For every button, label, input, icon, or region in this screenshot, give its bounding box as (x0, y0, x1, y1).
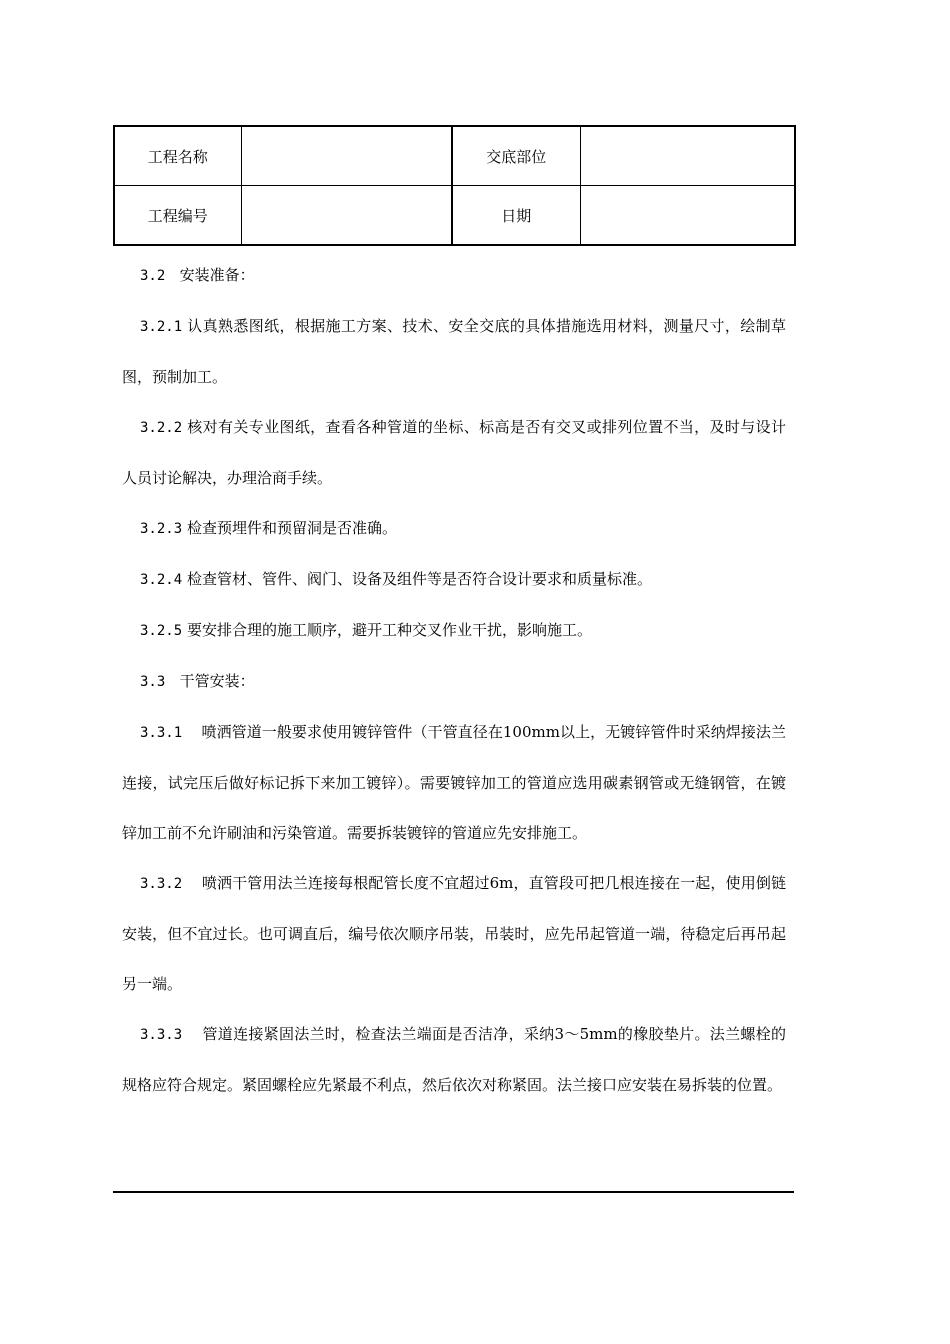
section-3-2-2 (122, 402, 786, 503)
body-text (122, 250, 786, 1110)
section-number: 3.2.5 (140, 623, 183, 639)
section-text: 喷洒管道一般要求使用镀锌管件（干管直径在100mm以上，无镀锌管件时采纳焊接法兰连接，试完压后做好标记拆下来加工镀锌）。需要镀锌加工的管道应选用碳素钢管或无缝钢管，在镀锌加工前不允许刷油和污染管道。需要拆装镀锌的管道应先安排施工。 (122, 723, 786, 842)
section-number: 3.2.3 (140, 521, 183, 537)
project-number-value (241, 186, 452, 246)
bottom-divider (113, 1191, 794, 1193)
handover-location-value (580, 126, 795, 186)
section-text: 管道连接紧固法兰时，检查法兰端面是否洁净，采纳3～5mm的橡胶垫片。法兰螺栓的规格应符合规定。紧固螺栓应先紧最不利点，然后依次对称紧固。法兰接口应安装在易拆装的位置。 (122, 1025, 786, 1094)
section-text: 安装准备： (179, 266, 255, 284)
section-text: 核对有关专业图纸，查看各种管道的坐标、标高是否有交叉或排列位置不当，及时与设计人员讨论解决，办理洽商手续。 (122, 418, 786, 487)
section-text: 检查管材、管件、阀门、设备及组件等是否符合设计要求和质量标准。 (186, 570, 652, 588)
section-3-2-4 (122, 554, 786, 605)
section-number: 3.2.4 (140, 572, 183, 588)
project-name-label: 工程名称 (114, 126, 241, 186)
header-table (113, 125, 796, 246)
section-text: 检查预埋件和预留洞是否准确。 (186, 519, 397, 537)
section-number: 3.3.2 (140, 876, 183, 892)
section-text: 干管安装： (179, 672, 255, 690)
section-3-2-5 (122, 605, 786, 656)
section-3-3-2 (122, 858, 786, 1009)
section-3-2-1 (122, 301, 786, 402)
project-name-value (241, 126, 452, 186)
section-3-2-3 (122, 503, 786, 554)
section-text: 喷洒干管用法兰连接每根配管长度不宜超过6m，直管段可把几根连接在一起，使用倒链安装，但不宜过长。也可调直后，编号依次顺序吊装，吊装时，应先吊起管道一端，待稳定后再吊起另一端。 (122, 874, 786, 993)
section-3-3 (122, 656, 786, 707)
table-row (114, 126, 795, 186)
section-3-3-1 (122, 707, 786, 858)
date-label: 日期 (452, 186, 580, 246)
project-number-label: 工程编号 (114, 186, 241, 246)
section-text: 认真熟悉图纸，根据施工方案、技术、安全交底的具体措施选用材料，测量尺寸，绘制草图，预制加工。 (122, 317, 786, 386)
section-text: 要安排合理的施工顺序，避开工种交叉作业干扰，影响施工。 (186, 621, 592, 639)
section-number: 3.2.1 (140, 319, 183, 335)
section-number: 3.2 (140, 268, 166, 284)
section-3-3-3 (122, 1009, 786, 1110)
section-number: 3.2.2 (140, 420, 183, 436)
section-number: 3.3.3 (140, 1027, 183, 1043)
table-row (114, 186, 795, 246)
handover-location-label: 交底部位 (452, 126, 580, 186)
section-number: 3.3.1 (140, 725, 183, 741)
section-3-2 (122, 250, 786, 301)
section-number: 3.3 (140, 674, 166, 690)
date-value (580, 186, 795, 246)
